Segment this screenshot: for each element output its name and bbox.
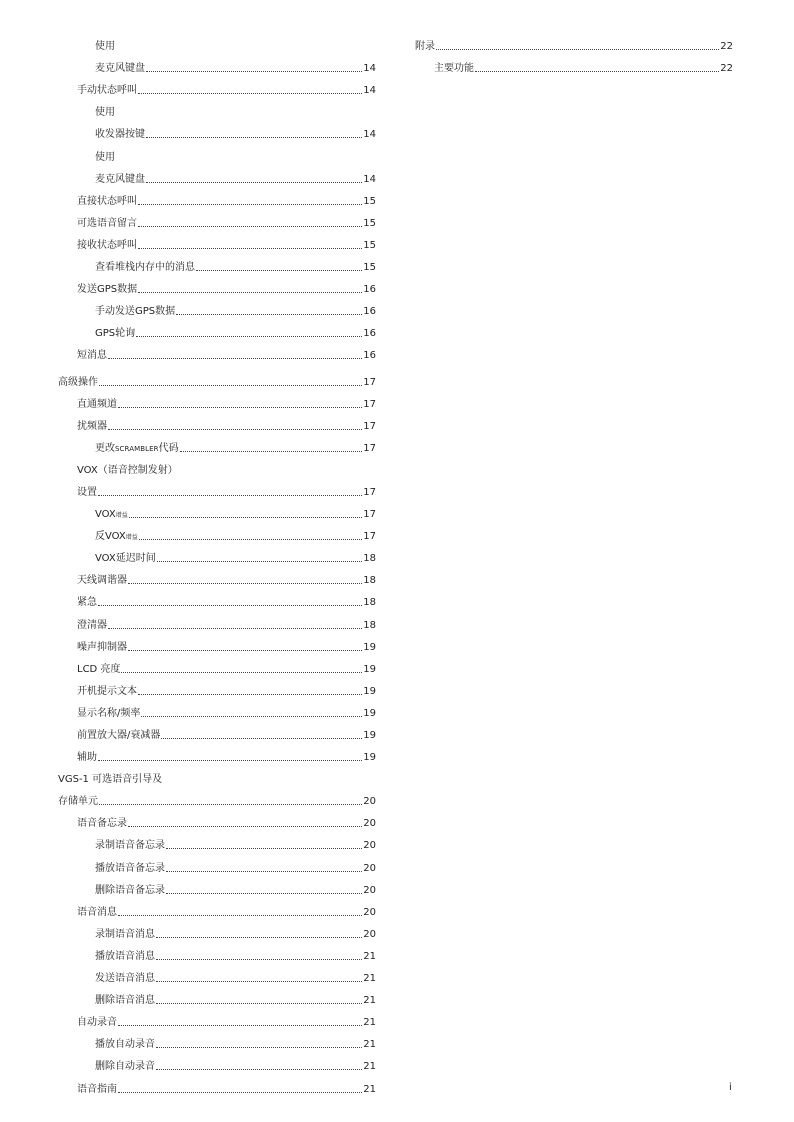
toc-entry[interactable]: [58, 55, 376, 77]
toc-dot-leader: [166, 893, 362, 894]
toc-dot-leader: [136, 336, 362, 337]
toc-entry-page: 15: [363, 217, 376, 229]
toc-dot-leader: [176, 314, 362, 315]
toc-entry-label: 主要功能: [434, 63, 474, 75]
toc-entry-label: 手动发送GPS数据: [95, 306, 176, 318]
toc-dot-leader: [156, 1047, 362, 1048]
toc-entry-label: 语音指南: [77, 1083, 117, 1095]
toc-entry-page: 14: [363, 85, 376, 97]
toc-entry[interactable]: [58, 589, 376, 611]
toc-entry[interactable]: [58, 744, 376, 766]
toc-entry-page: 22: [720, 63, 733, 75]
toc-entry-label: 前置放大器/衰减器: [77, 730, 161, 741]
toc-entry-page: 17: [363, 531, 376, 543]
toc-entry-page: 20: [363, 906, 376, 918]
toc-entry[interactable]: [58, 722, 376, 744]
toc-entry-label: 使用: [95, 41, 115, 53]
toc-entry-page: 14: [363, 173, 376, 185]
toc-entry-label: LCD 亮度: [77, 663, 121, 675]
toc-entry-page: 17: [363, 509, 376, 521]
toc-entry-label: 播放自动录音: [95, 1039, 155, 1051]
toc-dot-leader: [180, 451, 363, 452]
toc-entry-page: 17: [363, 376, 376, 388]
toc-entry-label: 更改SCRAMBLER代码: [95, 442, 179, 454]
toc-entry[interactable]: [58, 501, 376, 523]
toc-entry-page: 21: [363, 995, 376, 1007]
toc-entry-label: GPS轮询: [95, 328, 136, 340]
toc-entry-label: 麦克风键盘: [95, 63, 145, 75]
toc-dot-leader: [138, 93, 362, 94]
toc-right-column: [415, 33, 733, 77]
toc-dot-leader: [138, 694, 362, 695]
toc-entry-label: 反VOX增益: [95, 531, 138, 543]
toc-entry[interactable]: [58, 210, 376, 232]
toc-entry-page: 19: [363, 730, 376, 741]
toc-entry-page: 16: [363, 328, 376, 340]
toc-entry[interactable]: [58, 788, 376, 810]
toc-entry[interactable]: [58, 943, 376, 965]
toc-entry-label: 高级操作: [58, 376, 98, 388]
toc-entry[interactable]: [58, 965, 376, 987]
toc-dot-leader: [156, 1069, 362, 1070]
toc-entry-page: 21: [363, 950, 376, 962]
toc-dot-leader: [108, 429, 362, 430]
toc-dot-leader: [98, 760, 362, 761]
toc-entry-label: 录制语音消息: [95, 928, 155, 940]
toc-entry[interactable]: [58, 413, 376, 435]
toc-entry-label: 显示名称/频率: [77, 707, 141, 719]
toc-entry-page: 19: [363, 707, 376, 719]
toc-entry-page: 15: [363, 239, 376, 251]
toc-entry-label: 收发器按键: [95, 129, 145, 141]
toc-dot-leader: [156, 981, 362, 982]
toc-dot-leader: [161, 738, 362, 739]
toc-entry-label: 删除语音消息: [95, 995, 155, 1007]
toc-dot-leader: [121, 672, 362, 673]
toc-dot-leader: [128, 826, 362, 827]
toc-dot-leader: [436, 49, 719, 50]
toc-entry-page: 14: [363, 129, 376, 141]
toc-dot-leader: [156, 1003, 362, 1004]
toc-entry[interactable]: [58, 298, 376, 320]
toc-entry-page: 17: [363, 486, 376, 498]
toc-entry-label: 存储单元: [58, 796, 98, 808]
toc-entry[interactable]: [58, 99, 376, 121]
toc-entry[interactable]: [58, 523, 376, 545]
toc-entry-label: 紧急: [77, 597, 97, 609]
toc-entry-label: 录制语音备忘录: [95, 840, 165, 852]
toc-dot-leader: [156, 959, 362, 960]
toc-entry-label: 噪声抑制器: [77, 641, 127, 653]
toc-dot-leader: [118, 407, 362, 408]
toc-entry-label: 短消息: [77, 350, 107, 362]
toc-entry-label: 澄清器: [77, 619, 107, 631]
toc-entry-label: 发送GPS数据: [77, 284, 138, 296]
toc-entry[interactable]: [58, 276, 376, 298]
toc-entry-page: 21: [363, 1017, 376, 1029]
toc-entry-page: 19: [363, 641, 376, 653]
toc-entry-label: 语音备忘录: [77, 818, 127, 830]
toc-entry[interactable]: [58, 1009, 376, 1031]
toc-entry[interactable]: [58, 457, 376, 479]
toc-entry-page: 20: [363, 928, 376, 940]
toc-entry-page: 20: [363, 862, 376, 874]
toc-entry[interactable]: [58, 33, 376, 55]
toc-entry-page: 21: [363, 1061, 376, 1073]
toc-entry-page: 22: [720, 41, 733, 53]
toc-entry-label: 使用: [95, 107, 115, 119]
toc-entry-label: 附录: [415, 41, 435, 53]
toc-dot-leader: [138, 226, 362, 227]
toc-entry-page: 17: [363, 398, 376, 410]
toc-entry[interactable]: [58, 766, 376, 788]
toc-dot-leader: [98, 495, 362, 496]
toc-dot-leader: [118, 915, 362, 916]
toc-entry-page: 16: [363, 284, 376, 296]
toc-dot-leader: [99, 804, 362, 805]
toc-entry-label: 手动状态呼叫: [77, 85, 137, 97]
toc-entry-label: 接收状态呼叫: [77, 239, 137, 251]
toc-entry-label: 扰频器: [77, 420, 107, 432]
toc-entry[interactable]: [58, 342, 376, 364]
toc-entry-page: 19: [363, 752, 376, 764]
toc-entry[interactable]: [58, 143, 376, 165]
toc-entry-page: 15: [363, 195, 376, 207]
toc-entry[interactable]: [58, 232, 376, 254]
toc-entry[interactable]: [58, 877, 376, 899]
toc-entry[interactable]: [58, 987, 376, 1009]
toc-left-column: [58, 33, 376, 1098]
toc-entry[interactable]: [58, 567, 376, 589]
toc-entry[interactable]: [58, 921, 376, 943]
toc-entry-page: 19: [363, 663, 376, 675]
toc-entry-label: 查看堆栈内存中的消息: [95, 262, 195, 274]
toc-dot-leader: [118, 1025, 362, 1026]
toc-dot-leader: [166, 871, 362, 872]
toc-entry-label: VOX（语音控制发射）: [77, 464, 178, 476]
toc-dot-leader: [196, 270, 362, 271]
toc-dot-leader: [138, 204, 362, 205]
toc-entry[interactable]: [58, 678, 376, 700]
toc-entry-label: 可选语音留言: [77, 217, 137, 229]
toc-entry-page: 21: [363, 1083, 376, 1095]
toc-entry-label: 语音消息: [77, 906, 117, 918]
toc-entry[interactable]: [58, 254, 376, 276]
toc-dot-leader: [139, 539, 363, 540]
toc-entry-page: 18: [363, 619, 376, 631]
toc-entry-page: 19: [363, 685, 376, 697]
toc-entry-page: 17: [363, 420, 376, 432]
toc-entry[interactable]: [58, 611, 376, 633]
toc-entry-label: 天线调谐器: [77, 575, 127, 587]
toc-entry-page: 18: [363, 597, 376, 609]
toc-entry[interactable]: [58, 188, 376, 210]
toc-entry-page: 21: [363, 973, 376, 985]
toc-entry[interactable]: [58, 479, 376, 501]
toc-entry[interactable]: [58, 700, 376, 722]
toc-entry-label: 发送语音消息: [95, 973, 155, 985]
toc-dot-leader: [146, 71, 362, 72]
toc-dot-leader: [138, 292, 362, 293]
toc-entry[interactable]: [415, 55, 733, 77]
toc-entry-page: 14: [363, 63, 376, 75]
toc-entry[interactable]: [58, 391, 376, 413]
toc-dot-leader: [146, 182, 362, 183]
toc-entry[interactable]: [58, 368, 376, 390]
toc-entry[interactable]: [58, 1053, 376, 1075]
toc-entry[interactable]: [58, 77, 376, 99]
toc-entry[interactable]: [58, 121, 376, 143]
toc-entry-label: 使用: [95, 151, 115, 163]
toc-entry[interactable]: [58, 1075, 376, 1097]
toc-entry-label: 设置: [77, 486, 97, 498]
toc-dot-leader: [475, 71, 719, 72]
toc-entry-page: 20: [363, 840, 376, 852]
toc-entry[interactable]: [58, 435, 376, 457]
toc-entry[interactable]: [58, 166, 376, 188]
toc-entry[interactable]: [58, 320, 376, 342]
toc-entry-label: 麦克风键盘: [95, 173, 145, 185]
toc-dot-leader: [98, 605, 362, 606]
toc-dot-leader: [156, 937, 362, 938]
toc-entry-label: 删除语音备忘录: [95, 884, 165, 896]
toc-entry-label: 直接状态呼叫: [77, 195, 137, 207]
toc-entry[interactable]: [415, 33, 733, 55]
toc-dot-leader: [118, 1092, 362, 1093]
toc-entry[interactable]: [58, 832, 376, 854]
toc-entry[interactable]: [58, 634, 376, 656]
toc-dot-leader: [166, 848, 362, 849]
toc-entry-label: 播放语音消息: [95, 950, 155, 962]
toc-entry-page: 21: [363, 1039, 376, 1051]
toc-entry-page: 17: [363, 442, 376, 454]
toc-dot-leader: [128, 650, 362, 651]
toc-entry-label: 播放语音备忘录: [95, 862, 165, 874]
toc-entry[interactable]: [58, 854, 376, 876]
toc-entry[interactable]: [58, 656, 376, 678]
toc-entry-label: VOX延迟时间: [95, 553, 156, 565]
toc-entry-page: 16: [363, 306, 376, 318]
toc-dot-leader: [138, 248, 362, 249]
toc-dot-leader: [157, 561, 363, 562]
toc-dot-leader: [141, 716, 362, 717]
toc-entry-label: VOX增益: [95, 509, 128, 521]
toc-dot-leader: [99, 385, 362, 386]
toc-entry-label: 直通频道: [77, 398, 117, 410]
toc-entry-label: VGS-1 可选语音引导及: [58, 774, 163, 786]
toc-entry-page: 16: [363, 350, 376, 362]
toc-entry-label: 开机提示文本: [77, 685, 137, 697]
toc-entry-page: 20: [363, 884, 376, 896]
toc-entry-label: 自动录音: [77, 1017, 117, 1029]
toc-entry-page: 20: [363, 796, 376, 808]
page-number: i: [729, 1082, 732, 1093]
toc-dot-leader: [128, 583, 362, 584]
toc-entry-page: 15: [363, 262, 376, 274]
toc-dot-leader: [146, 137, 362, 138]
toc-entry-page: 18: [363, 553, 376, 565]
toc-dot-leader: [129, 517, 363, 518]
toc-dot-leader: [108, 628, 362, 629]
toc-entry-label: 辅助: [77, 752, 97, 764]
toc-dot-leader: [108, 358, 362, 359]
toc-entry-label: 删除自动录音: [95, 1061, 155, 1073]
toc-entry[interactable]: [58, 545, 376, 567]
toc-entry[interactable]: [58, 899, 376, 921]
toc-entry[interactable]: [58, 1031, 376, 1053]
toc-entry[interactable]: [58, 810, 376, 832]
toc-entry-page: 18: [363, 575, 376, 587]
toc-entry-page: 20: [363, 818, 376, 830]
